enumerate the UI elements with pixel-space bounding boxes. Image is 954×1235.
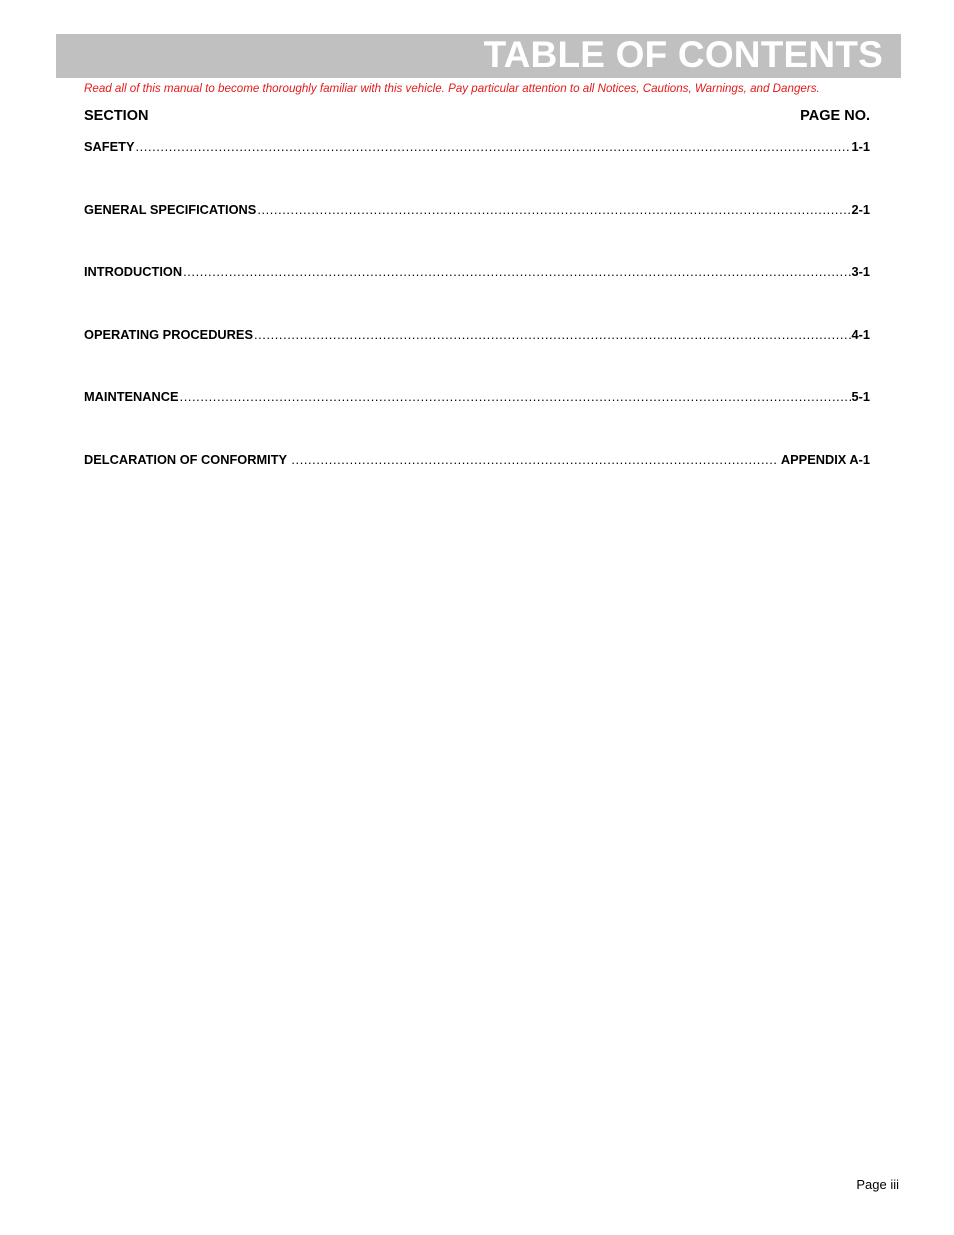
dot-leader bbox=[254, 327, 851, 343]
toc-entry-label: DELCARATION OF CONFORMITY bbox=[84, 451, 291, 467]
toc-entry-page: 1-1 bbox=[851, 139, 870, 154]
toc-entry-label: MAINTENANCE bbox=[84, 389, 179, 404]
toc-entry-declaration-of-conformity[interactable] bbox=[84, 452, 870, 515]
toc-entry-page: 4-1 bbox=[851, 326, 870, 342]
page-number: Page iii bbox=[856, 1177, 899, 1192]
page-number-column-header: PAGE NO. bbox=[800, 108, 870, 124]
toc-entry-page: APPENDIX A-1 bbox=[777, 451, 870, 467]
title-bar bbox=[56, 34, 901, 78]
toc-entry-label: INTRODUCTION bbox=[84, 264, 183, 279]
toc-entry-introduction[interactable] bbox=[84, 264, 870, 327]
toc-entry-label: SAFETY bbox=[84, 139, 135, 154]
dot-leader bbox=[291, 452, 776, 468]
dot-leader bbox=[180, 389, 851, 405]
dot-leader bbox=[257, 202, 850, 218]
toc-entry-operating-procedures[interactable] bbox=[84, 327, 870, 390]
toc-entry-label: OPERATING PROCEDURES bbox=[84, 326, 253, 342]
safety-notice: Read all of this manual to become thoroughly familiar with this vehicle. Pay particular attention to all Notices, Cautions, Warnings, and Dangers. bbox=[84, 82, 820, 95]
section-column-header: SECTION bbox=[84, 108, 149, 124]
toc-entry-page: 3-1 bbox=[851, 264, 870, 279]
dot-leader bbox=[135, 139, 850, 155]
toc-entry-maintenance[interactable] bbox=[84, 389, 870, 452]
dot-leader bbox=[183, 264, 850, 280]
toc-entry-safety[interactable] bbox=[84, 139, 870, 202]
toc-entry-label: GENERAL SPECIFICATIONS bbox=[84, 201, 257, 217]
toc-entry-general-specifications[interactable] bbox=[84, 202, 870, 265]
table-of-contents-list bbox=[84, 139, 870, 514]
toc-entry-page: 5-1 bbox=[851, 389, 870, 404]
toc-entry-page: 2-1 bbox=[851, 201, 870, 217]
page-title: TABLE OF CONTENTS bbox=[483, 34, 883, 75]
